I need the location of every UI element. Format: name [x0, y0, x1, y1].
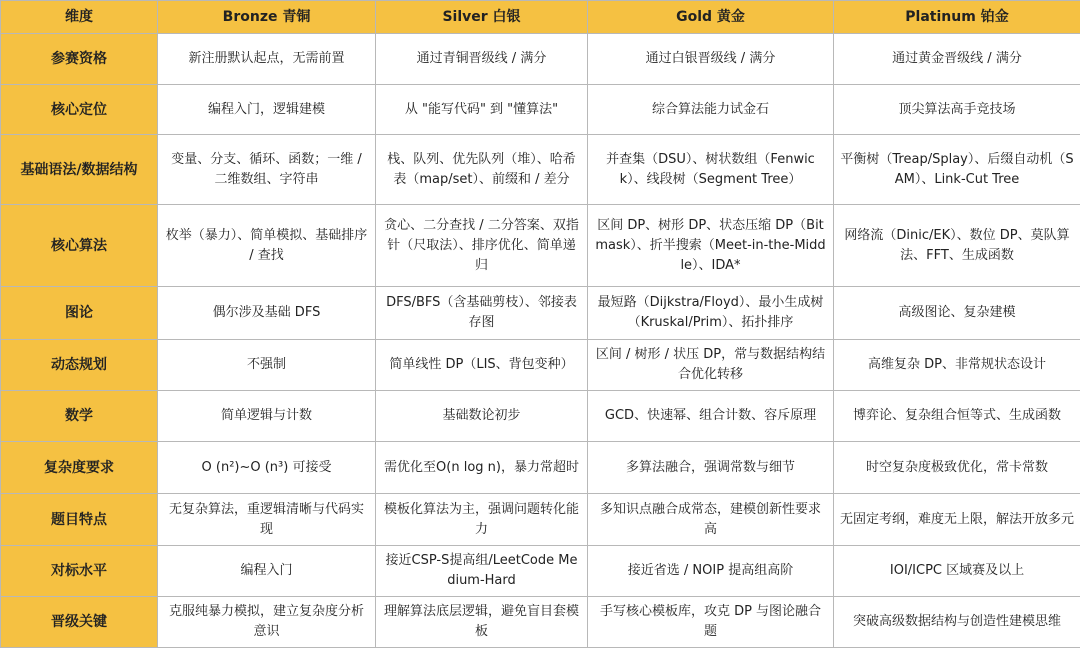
row-dimension-label: 图论: [1, 287, 158, 340]
cell-platinum: 平衡树（Treap/Splay）、后缀自动机（SAM）、Link-Cut Tree: [834, 135, 1080, 205]
table-row: [1, 391, 1080, 442]
row-dimension-label: 基础语法/数据结构: [1, 135, 158, 205]
cell-bronze: 无复杂算法，重逻辑清晰与代码实现: [158, 494, 376, 546]
cell-platinum: 网络流（Dinic/EK）、数位 DP、莫队算法、FFT、生成函数: [834, 205, 1080, 287]
cell-silver: 理解算法底层逻辑，避免盲目套模板: [376, 597, 588, 648]
table-header-row: [1, 1, 1080, 34]
cell-gold: 多知识点融合成常态，建模创新性要求高: [588, 494, 834, 546]
cell-bronze: 简单逻辑与计数: [158, 391, 376, 442]
row-dimension-label: 对标水平: [1, 546, 158, 597]
cell-gold: 通过白银晋级线 / 满分: [588, 34, 834, 85]
cell-silver: DFS/BFS（含基础剪枝）、邻接表存图: [376, 287, 588, 340]
row-dimension-label: 数学: [1, 391, 158, 442]
cell-gold: 最短路（Dijkstra/Floyd）、最小生成树（Kruskal/Prim）、拓扑排序: [588, 287, 834, 340]
cell-silver: 模板化算法为主，强调问题转化能力: [376, 494, 588, 546]
cell-gold: 手写核心模板库，攻克 DP 与图论融合题: [588, 597, 834, 648]
row-dimension-label: 动态规划: [1, 340, 158, 391]
cell-platinum: 博弈论、复杂组合恒等式、生成函数: [834, 391, 1080, 442]
cell-bronze: 枚举（暴力）、简单模拟、基础排序 / 查找: [158, 205, 376, 287]
cell-platinum: 无固定考纲，难度无上限，解法开放多元: [834, 494, 1080, 546]
table-row: [1, 494, 1080, 546]
table-row: [1, 135, 1080, 205]
cell-gold: 综合算法能力试金石: [588, 85, 834, 135]
cell-silver: 从 "能写代码" 到 "懂算法": [376, 85, 588, 135]
cell-gold: 区间 DP、树形 DP、状态压缩 DP（Bitmask）、折半搜索（Meet-in-the-Middle）、IDA*: [588, 205, 834, 287]
cell-bronze: 编程入门，逻辑建模: [158, 85, 376, 135]
table-row: [1, 287, 1080, 340]
cell-gold: 接近省选 / NOIP 提高组高阶: [588, 546, 834, 597]
cell-silver: 通过青铜晋级线 / 满分: [376, 34, 588, 85]
cell-platinum: 高维复杂 DP、非常规状态设计: [834, 340, 1080, 391]
cell-bronze: 不强制: [158, 340, 376, 391]
cell-silver: 需优化至O(n log n)，暴力常超时: [376, 442, 588, 494]
header-dimension: 维度: [1, 1, 158, 34]
header-platinum: Platinum 铂金: [834, 1, 1080, 34]
cell-gold: GCD、快速幂、组合计数、容斥原理: [588, 391, 834, 442]
cell-silver: 基础数论初步: [376, 391, 588, 442]
table-row: [1, 34, 1080, 85]
cell-platinum: 突破高级数据结构与创造性建模思维: [834, 597, 1080, 648]
table-row: [1, 442, 1080, 494]
table-row: [1, 205, 1080, 287]
cell-bronze: 编程入门: [158, 546, 376, 597]
header-gold: Gold 黄金: [588, 1, 834, 34]
row-dimension-label: 晋级关键: [1, 597, 158, 648]
table-row: [1, 340, 1080, 391]
cell-platinum: 通过黄金晋级线 / 满分: [834, 34, 1080, 85]
cell-bronze: 变量、分支、循环、函数；一维 / 二维数组、字符串: [158, 135, 376, 205]
row-dimension-label: 复杂度要求: [1, 442, 158, 494]
row-dimension-label: 参赛资格: [1, 34, 158, 85]
row-dimension-label: 核心算法: [1, 205, 158, 287]
header-bronze: Bronze 青铜: [158, 1, 376, 34]
cell-bronze: 克服纯暴力模拟，建立复杂度分析意识: [158, 597, 376, 648]
row-dimension-label: 核心定位: [1, 85, 158, 135]
cell-silver: 接近CSP-S提高组/LeetCode Medium-Hard: [376, 546, 588, 597]
table-row: [1, 85, 1080, 135]
cell-platinum: 时空复杂度极致优化，常卡常数: [834, 442, 1080, 494]
cell-silver: 栈、队列、优先队列（堆）、哈希表（map/set）、前缀和 / 差分: [376, 135, 588, 205]
header-silver: Silver 白银: [376, 1, 588, 34]
cell-bronze: O (n²)~O (n³) 可接受: [158, 442, 376, 494]
table-row: [1, 597, 1080, 648]
cell-platinum: 高级图论、复杂建模: [834, 287, 1080, 340]
cell-platinum: 顶尖算法高手竞技场: [834, 85, 1080, 135]
cell-gold: 并查集（DSU）、树状数组（Fenwick）、线段树（Segment Tree）: [588, 135, 834, 205]
table-row: [1, 546, 1080, 597]
row-dimension-label: 题目特点: [1, 494, 158, 546]
cell-gold: 区间 / 树形 / 状压 DP，常与数据结构结合优化转移: [588, 340, 834, 391]
cell-bronze: 新注册默认起点，无需前置: [158, 34, 376, 85]
cell-silver: 贪心、二分查找 / 二分答案、双指针（尺取法）、排序优化、简单递归: [376, 205, 588, 287]
cell-platinum: IOI/ICPC 区域赛及以上: [834, 546, 1080, 597]
cell-bronze: 偶尔涉及基础 DFS: [158, 287, 376, 340]
cell-silver: 简单线性 DP（LIS、背包变种）: [376, 340, 588, 391]
cell-gold: 多算法融合，强调常数与细节: [588, 442, 834, 494]
